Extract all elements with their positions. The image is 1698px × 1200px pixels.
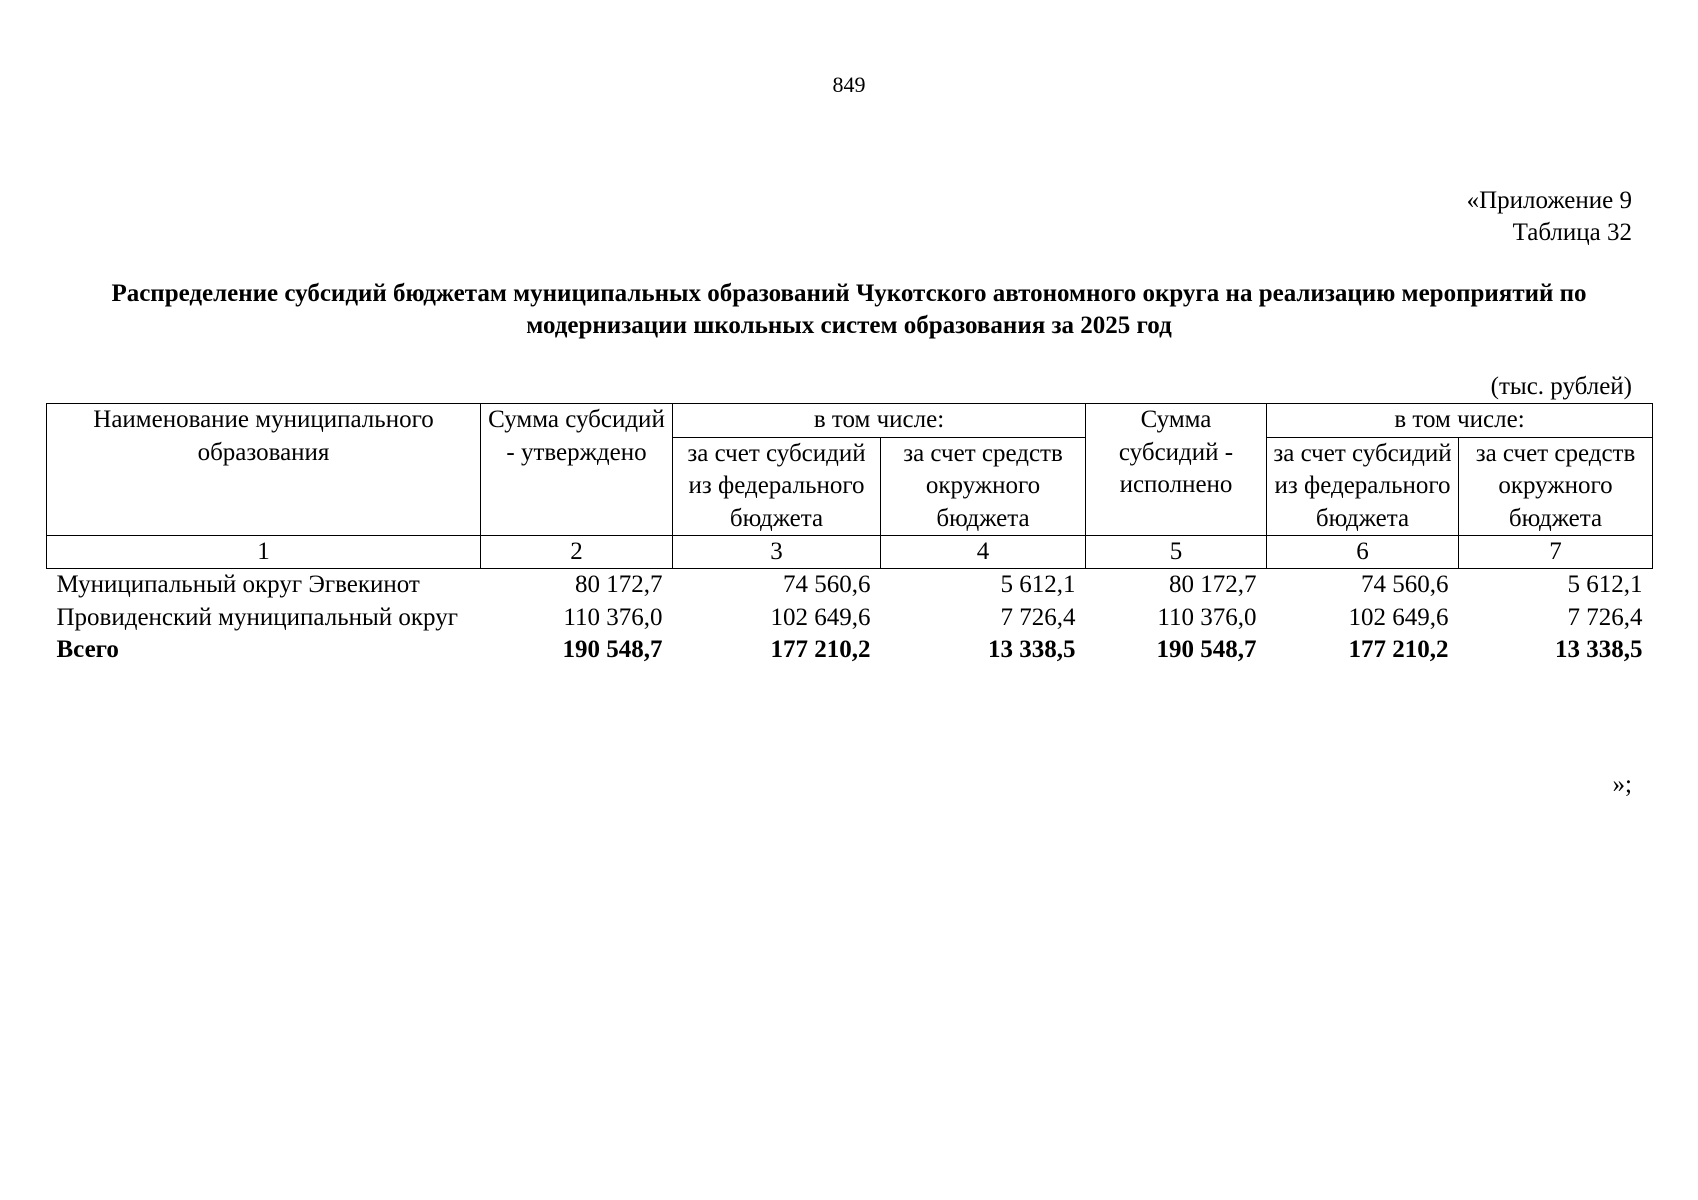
table-number-line: Таблица 32 — [1512, 219, 1632, 246]
total-executed-amount: 190 548,7 — [1156, 636, 1257, 663]
page-number: 849 — [832, 72, 866, 97]
total-district-approved-amount: 13 338,5 — [988, 636, 1076, 663]
header-district-approved: за счет средств окружного бюджета — [881, 437, 1086, 536]
closing-quote: »; — [1612, 771, 1632, 798]
federal-approved-amount: 102 649,6 — [770, 603, 871, 631]
header-approved: Сумма субсидий - утверждено — [481, 404, 673, 536]
total-row — [47, 634, 1653, 667]
header-district-executed: за счет средств окружного бюджета — [1459, 437, 1653, 536]
district-executed-amount: 5 612,1 — [1567, 571, 1643, 598]
district-approved-amount: 7 726,4 — [1000, 603, 1076, 631]
column-number: 7 — [1459, 536, 1653, 569]
subsidy-table — [46, 403, 1653, 667]
column-number: 6 — [1267, 536, 1459, 569]
header-row-1 — [47, 404, 1653, 438]
column-number: 4 — [881, 536, 1086, 569]
municipality-name: Муниципальный округ Эгвекинот — [56, 571, 420, 598]
total-federal-executed-amount: 177 210,2 — [1348, 636, 1449, 663]
column-number: 3 — [673, 536, 881, 569]
district-approved-amount: 5 612,1 — [1000, 571, 1076, 598]
federal-executed-amount: 74 560,6 — [1361, 571, 1449, 598]
executed-amount: 110 376,0 — [1157, 603, 1257, 631]
total-label: Всего — [56, 636, 119, 663]
header-executed: Сумма субсидий - исполнено — [1086, 404, 1267, 536]
units-label: (тыс. рублей) — [1490, 373, 1632, 400]
appendix-label — [1467, 185, 1632, 249]
executed-amount: 80 172,7 — [1169, 571, 1257, 598]
appendix-line: «Приложение 9 — [1466, 187, 1632, 214]
district-executed-amount: 7 726,4 — [1567, 603, 1643, 631]
approved-amount: 80 172,7 — [575, 571, 663, 598]
column-number-row — [47, 536, 1653, 569]
column-number: 1 — [47, 536, 481, 569]
federal-executed-amount: 102 649,6 — [1348, 603, 1449, 631]
column-number: 2 — [481, 536, 673, 569]
approved-amount: 110 376,0 — [563, 603, 663, 631]
column-number: 5 — [1086, 536, 1267, 569]
total-district-executed-amount: 13 338,5 — [1555, 636, 1643, 663]
municipality-name: Провиденский муниципальный округ — [56, 603, 458, 631]
header-federal-executed: за счет субсидий из федерального бюджета — [1267, 437, 1459, 536]
document-title: Распределение субсидий бюджетам муниципальных образований Чукотского автономного округа на реализацию мероприятий по модернизации школьных систем образования за 2025 год — [111, 280, 1587, 339]
header-federal-approved: за счет субсидий из федерального бюджета — [673, 437, 881, 536]
table-row — [47, 569, 1653, 602]
total-federal-approved-amount: 177 210,2 — [770, 636, 871, 663]
header-including-approved: в том числе: — [673, 404, 1086, 438]
header-including-executed: в том числе: — [1267, 404, 1653, 438]
total-approved-amount: 190 548,7 — [562, 636, 663, 663]
table-row — [47, 602, 1653, 635]
federal-approved-amount: 74 560,6 — [783, 571, 871, 598]
header-name: Наименование муниципального образования — [47, 404, 481, 536]
